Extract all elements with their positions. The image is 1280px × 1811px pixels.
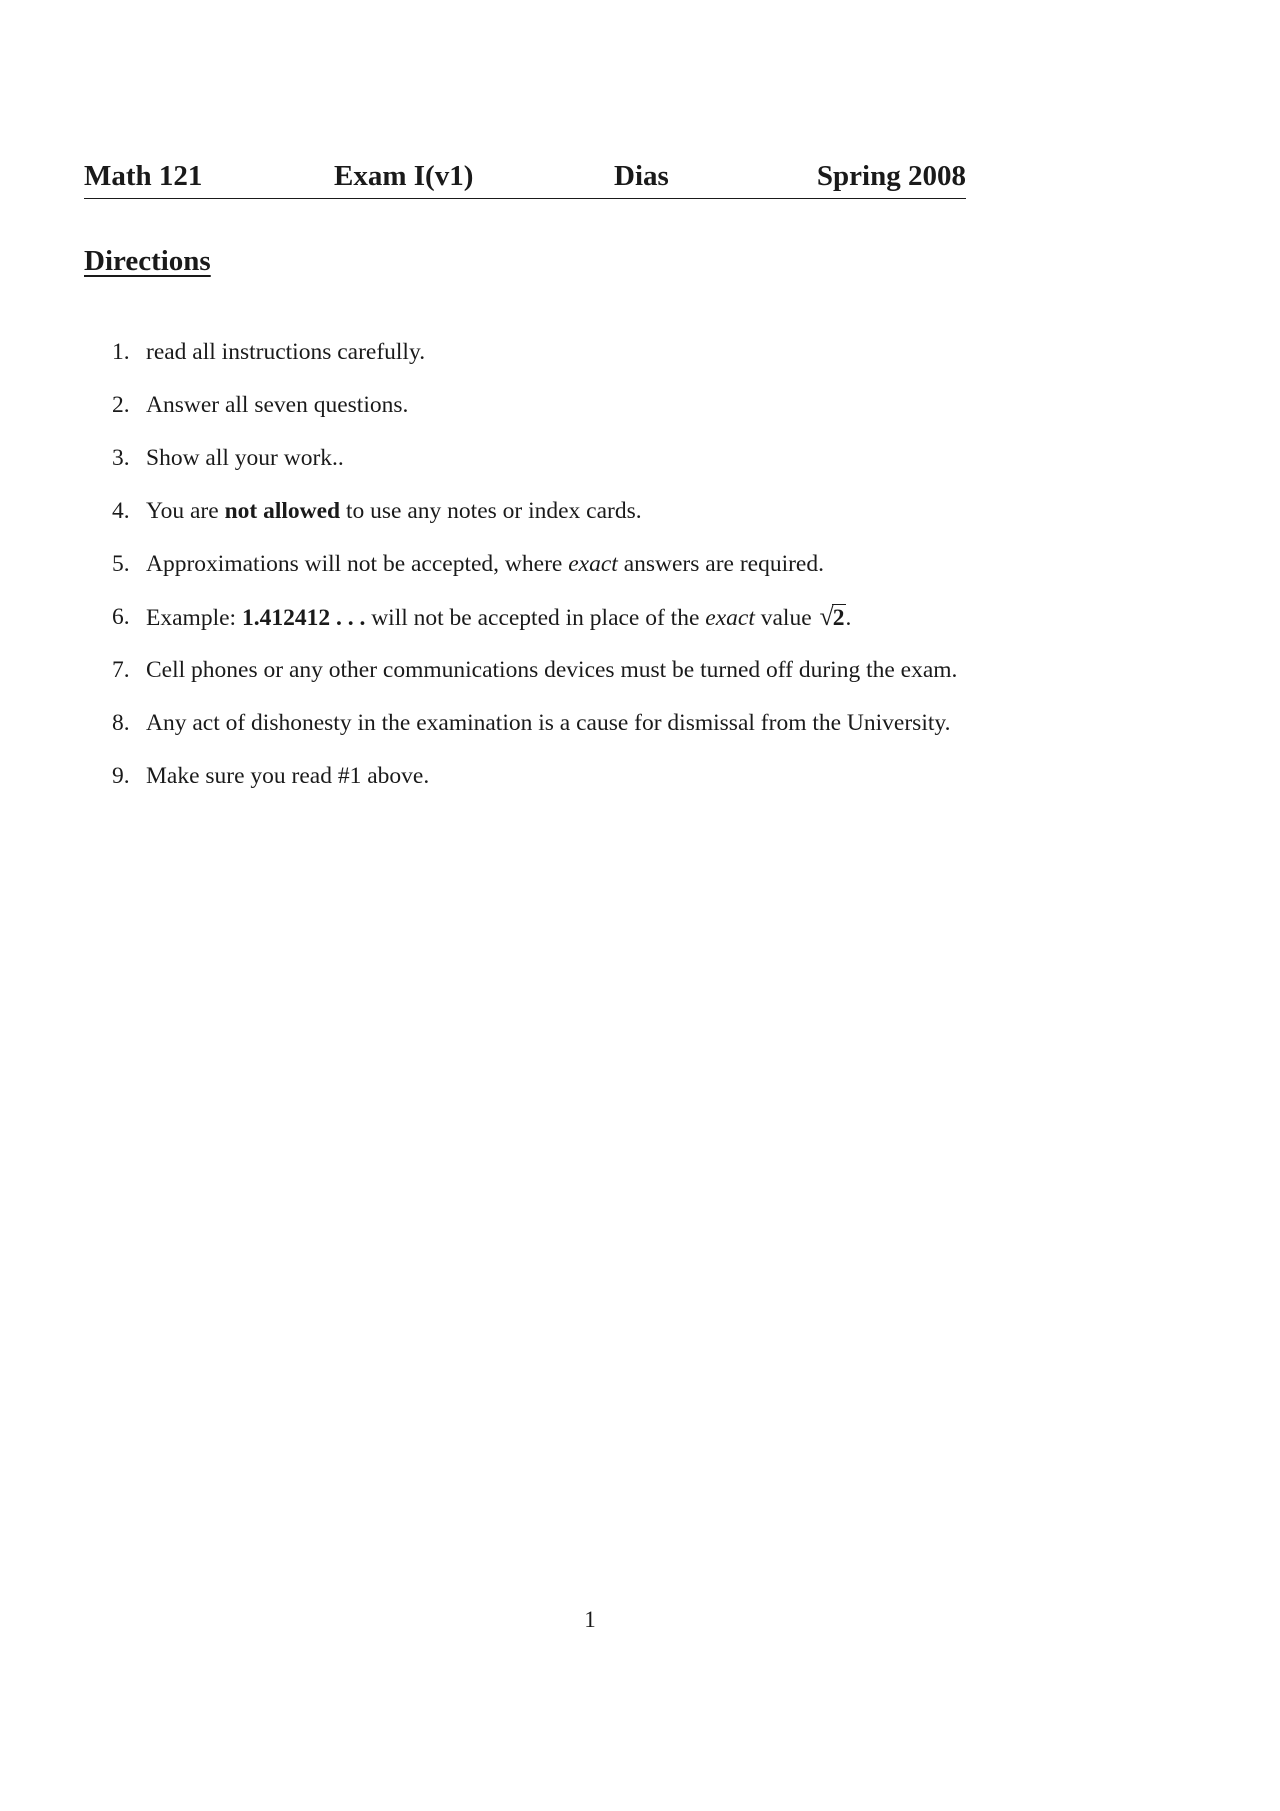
direction-text-part: You are xyxy=(146,498,225,524)
direction-item xyxy=(112,546,1112,599)
radical-sign-icon: √ xyxy=(819,602,834,631)
course-name: Math 121 xyxy=(84,160,203,192)
page-number: 1 xyxy=(584,1607,596,1632)
directions-list xyxy=(112,334,1112,811)
direction-text: read all instructions carefully. xyxy=(146,339,426,365)
directions-heading: Directions xyxy=(84,245,211,277)
direction-number: 5. xyxy=(112,551,130,577)
direction-number: 1. xyxy=(112,339,130,365)
direction-text: Answer all seven questions. xyxy=(146,392,409,418)
direction-item xyxy=(112,758,1112,811)
direction-italic: exact xyxy=(568,551,618,577)
direction-text-part: will not be accepted in place of the xyxy=(365,605,706,631)
square-root-expression xyxy=(818,599,846,636)
exam-title: Exam I(v1) xyxy=(334,160,474,192)
direction-item xyxy=(112,705,1112,758)
direction-text: Make sure you read #1 above. xyxy=(146,763,430,789)
decimal-approximation: 1.412412 . . . xyxy=(241,605,366,631)
direction-number: 6. xyxy=(112,604,130,630)
direction-text: Show all your work.. xyxy=(146,445,344,471)
instructor-name: Dias xyxy=(614,160,669,192)
direction-item xyxy=(112,440,1112,493)
exam-term: Spring 2008 xyxy=(816,160,966,192)
exam-header xyxy=(84,158,966,199)
direction-number: 4. xyxy=(112,498,130,524)
direction-number: 2. xyxy=(112,392,130,418)
direction-item xyxy=(112,599,1112,652)
direction-number: 8. xyxy=(112,710,130,736)
direction-number: 3. xyxy=(112,445,130,471)
direction-text: Any act of dishonesty in the examination is a cause for dismissal from the University. xyxy=(146,710,951,736)
direction-text-part: answers are required. xyxy=(617,551,824,577)
direction-number: 7. xyxy=(112,657,130,683)
direction-item xyxy=(112,334,1112,387)
direction-italic: exact xyxy=(705,605,755,631)
direction-text-part: Approximations will not be accepted, where xyxy=(146,551,569,577)
direction-item xyxy=(112,493,1112,546)
direction-text: Cell phones or any other communications devices must be turned off during the exam. xyxy=(146,657,958,683)
direction-text-part: value xyxy=(754,605,818,631)
direction-emphasis: not allowed xyxy=(224,498,341,524)
direction-text-part: . xyxy=(845,605,852,631)
direction-item xyxy=(112,652,1112,705)
direction-text-part: to use any notes or index cards. xyxy=(340,498,642,524)
direction-number: 9. xyxy=(112,763,130,789)
direction-item xyxy=(112,387,1112,440)
direction-text-part: Example: xyxy=(146,605,242,631)
radicand: 2 xyxy=(832,605,845,631)
